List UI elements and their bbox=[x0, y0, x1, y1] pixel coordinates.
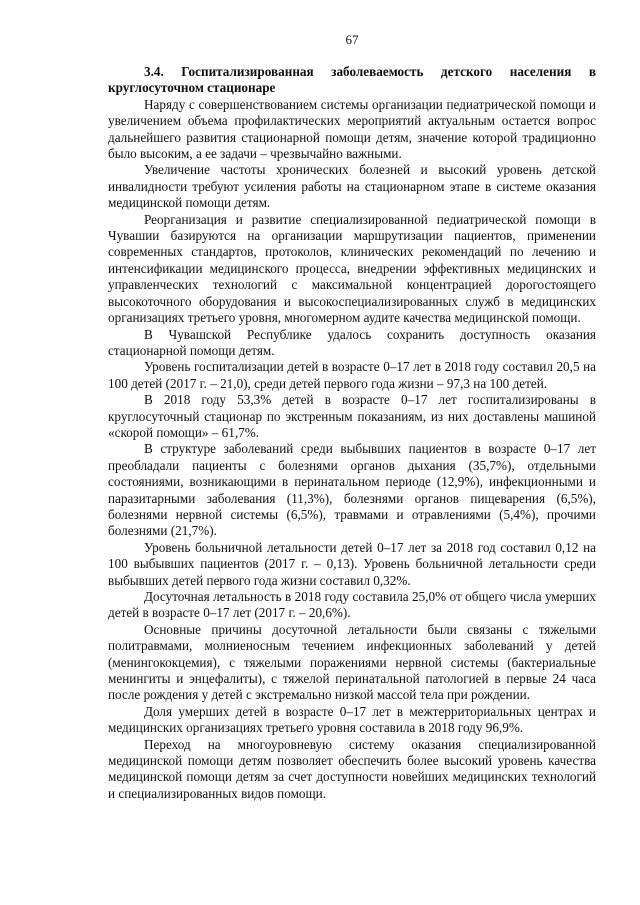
paragraph: Досуточная летальность в 2018 году составила 25,0% от общего числа умерших детей в возрасте 0–17 лет (2017 г. – 20,6%). bbox=[108, 589, 596, 621]
paragraph: Основные причины досуточной летальности были связаны с тяжелыми политравмами, молниеносным течением инфекционных заболеваний у детей (менингококцемия), с тяжелыми поражениями нервной системы (бактериальные менингиты и энцефалиты), с тяжелой перинатальной патологией в первые 24 часа после рождения у детей с экстремально низкой массой тела при рождении. bbox=[108, 621, 596, 703]
paragraph: Переход на многоуровневую систему оказания специализированной медицинской помощи детям позволяет обеспечить более высокий уровень качества медицинской помощи детям за счет доступности новейших медицинских технологий и специализированных видов помощи. bbox=[108, 736, 596, 801]
paragraph: В Чувашской Республике удалось сохранить доступность оказания стационарной помощи детям. bbox=[108, 326, 596, 358]
paragraph: Увеличение частоты хронических болезней и высокий уровень детской инвалидности требуют усиления работы на стационарном этапе в системе оказания медицинской помощи детям. bbox=[108, 162, 596, 211]
page-number: 67 bbox=[345, 32, 359, 47]
paragraph: Реорганизация и развитие специализированной педиатрической помощи в Чувашии базируются на организации маршрутизации пациентов, применении современных стандартов, протоколов, клинических рекомендаций по лечению и интенсификации медицинского процесса, внедрении эффективных медицинских и управленческих технологий с максимальной концентрацией дорогостоящего высокоточного оборудования и высокоспециализированных служб в медицинских организациях третьего уровня, многомерном аудите качества медицинской помощи. bbox=[108, 211, 596, 326]
paragraph: В 2018 году 53,3% детей в возрасте 0–17 лет госпитализированы в круглосуточный стационар по экстренным показаниям, из них доставлены машиной «скорой помощи» – 61,7%. bbox=[108, 392, 596, 440]
paragraph: Доля умерших детей в возрасте 0–17 лет в межтерриториальных центрах и медицинских организациях третьего уровня составила в 2018 году 96,9%. bbox=[108, 703, 596, 736]
paragraph: Уровень больничной летальности детей 0–17 лет за 2018 год составил 0,12 на 100 выбывших пациентов (2017 г. – 0,13). Уровень больничной летальности среди выбывших детей первого года жизни составил 0,32%. bbox=[108, 539, 596, 588]
paragraph: В структуре заболеваний среди выбывших пациентов в возрасте 0–17 лет преобладали пациенты с болезнями органов дыхания (35,7%), отдельными состояниями, возникающими в перинатальном периоде (12,9%), инфекционными и паразитарными заболевания (11,3%), болезнями органов пищеварения (6,5%), болезнями нервной системы (6,5%), травмами и отравлениями (5,4%), прочими болезнями (21,7%). bbox=[108, 441, 596, 539]
paragraph: Наряду с совершенствованием системы организации педиатрической помощи и увеличением объема профилактических мероприятий актуальным остается вопрос дальнейшего развития стационарной помощи детям, значение которой традиционно было высоким, а ее задачи – чрезвычайно важными. bbox=[108, 96, 596, 162]
section-title: 3.4. Госпитализированная заболеваемость детского населения в круглосуточном стационаре bbox=[108, 64, 596, 96]
document-page bbox=[108, 32, 596, 802]
paragraph: Уровень госпитализации детей в возрасте 0–17 лет в 2018 году составил 20,5 на 100 детей (2017 г. – 21,0), среди детей первого года жизни – 97,3 на 100 детей. bbox=[108, 359, 596, 391]
